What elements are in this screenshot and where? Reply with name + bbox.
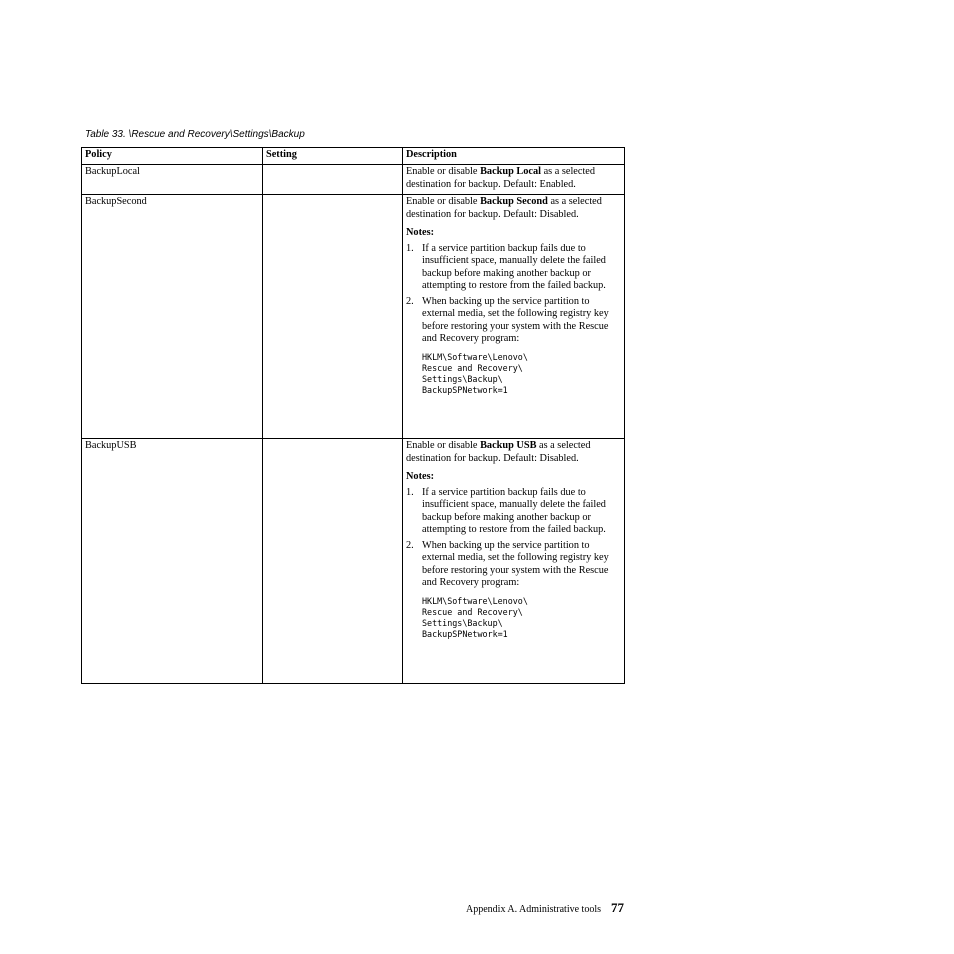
description-cell [403, 195, 625, 439]
table-row [82, 195, 625, 439]
desc-bold: Backup Second [480, 196, 548, 207]
desc-pre: Enable or disable [406, 166, 481, 177]
registry-line: Rescue and Recovery\ [422, 362, 523, 373]
note-body [422, 296, 622, 396]
desc-post: as a selected destination for backup. Default: Enabled. [406, 166, 596, 190]
desc-pre: Enable or disable [406, 196, 481, 207]
registry-line: BackupSPNetwork=1 [422, 384, 508, 395]
desc-post: as a selected destination for backup. Default: Disabled. [406, 440, 591, 464]
note-number: 1. [406, 486, 414, 498]
table-header-row [82, 148, 625, 165]
note-number: 2. [406, 295, 414, 307]
setting-cell [263, 439, 403, 684]
description-cell [403, 439, 625, 684]
note-number: 2. [406, 539, 414, 551]
note-text: When backing up the service partition to external media, set the following registry key before restoring your system with the Rescue and Recovery program: [422, 539, 609, 588]
policy-cell: BackupLocal [82, 165, 263, 195]
notes-heading: Notes: [406, 227, 435, 238]
desc-bold: Backup Local [480, 166, 541, 177]
note-item [406, 540, 622, 640]
registry-line: BackupSPNetwork=1 [422, 628, 508, 639]
note-text: When backing up the service partition to external media, set the following registry key before restoring your system with the Rescue and Recovery program: [422, 295, 609, 344]
desc-post: as a selected destination for backup. Default: Disabled. [406, 196, 602, 220]
description-text [406, 196, 622, 221]
registry-key [422, 352, 622, 396]
desc-pre: Enable or disable [406, 440, 481, 451]
notes-heading: Notes: [406, 471, 435, 482]
note-item [406, 243, 622, 293]
description-cell [403, 165, 625, 195]
table-row [82, 439, 625, 684]
desc-bold: Backup USB [480, 440, 537, 451]
policy-cell: BackupSecond [82, 195, 263, 439]
table-row [82, 165, 625, 195]
notes-list [406, 243, 622, 396]
setting-cell [263, 195, 403, 439]
note-item [406, 487, 622, 537]
notes-list [406, 487, 622, 640]
note-item [406, 296, 622, 396]
header-setting: Setting [263, 148, 403, 165]
note-text: If a service partition backup fails due to insufficient space, manually delete the failed backup before making another backup or attempting to restore from the failed backup. [422, 242, 606, 291]
note-number: 1. [406, 242, 414, 254]
policy-cell: BackupUSB [82, 439, 263, 684]
registry-line: Settings\Backup\ [422, 617, 503, 628]
backup-settings-table [81, 147, 625, 684]
registry-line: Settings\Backup\ [422, 373, 503, 384]
description-text [406, 440, 622, 465]
registry-line: HKLM\Software\Lenovo\ [422, 351, 528, 362]
page-number: 77 [611, 900, 624, 915]
registry-key [422, 596, 622, 640]
registry-line: Rescue and Recovery\ [422, 606, 523, 617]
table-caption: Table 33. \Rescue and Recovery\Settings\Backup [85, 129, 305, 140]
footer-section: Appendix A. Administrative tools [466, 904, 601, 915]
setting-cell [263, 165, 403, 195]
description-text [406, 166, 622, 191]
registry-line: HKLM\Software\Lenovo\ [422, 595, 528, 606]
page-footer [466, 900, 624, 916]
note-body [422, 540, 622, 640]
note-text: If a service partition backup fails due to insufficient space, manually delete the failed backup before making another backup or attempting to restore from the failed backup. [422, 486, 606, 535]
header-policy: Policy [82, 148, 263, 165]
header-description: Description [403, 148, 625, 165]
